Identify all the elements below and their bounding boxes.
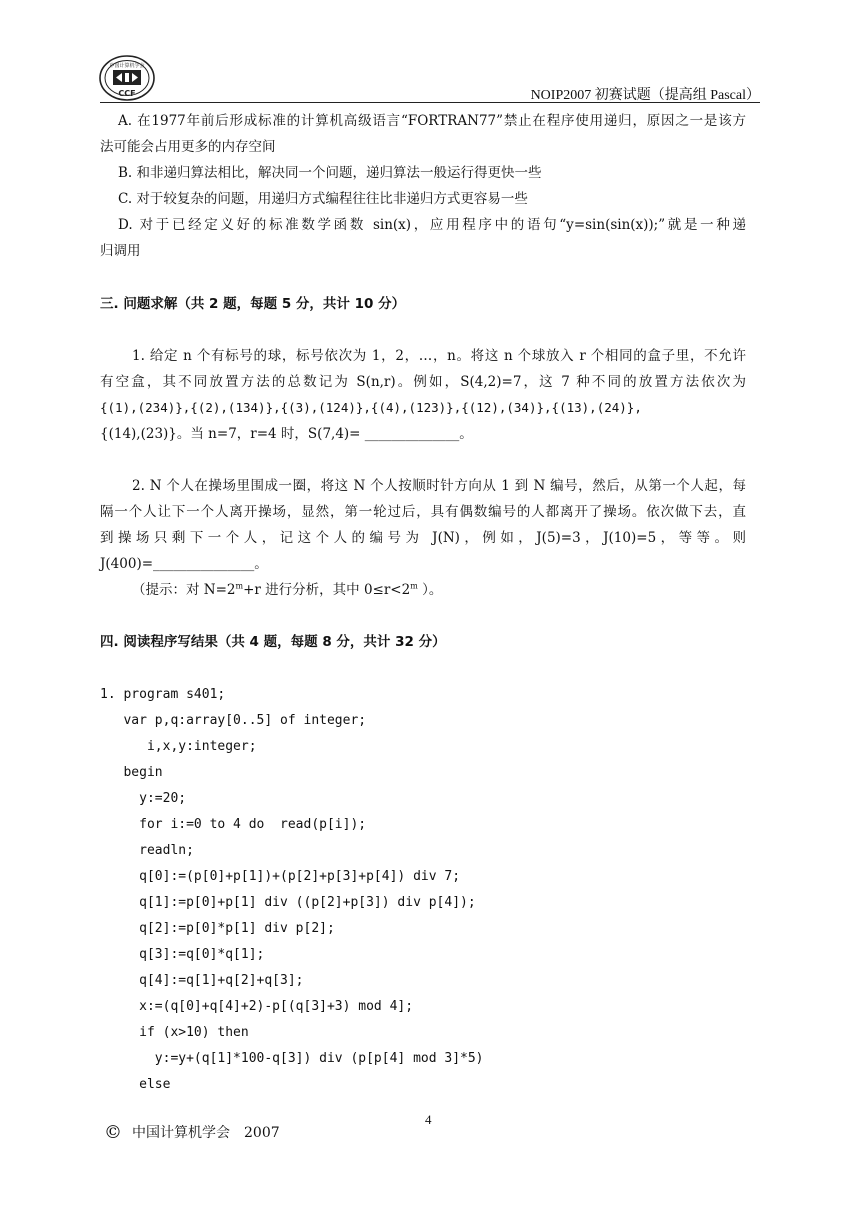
section3-heading: 三. 问题求解（共 2 题，每题 5 分，共计 10 分）	[100, 296, 406, 312]
option-c: C. 对于较复杂的问题，用递归方式编程往往比非递归方式更容易一些	[118, 191, 528, 207]
option-a-line2: 法可能会占用更多的内存空间	[100, 139, 276, 155]
header-title: NOIP2007 初赛试题（提高组 Pascal）	[530, 88, 760, 103]
code-line: q[4]:=q[1]+q[2]+q[3];	[100, 973, 304, 988]
q2-line2: 隔一个人让下一个人离开操场，显然，第一轮过后，具有偶数编号的人都离开了操场。依次做下去，直	[100, 504, 746, 520]
q1-line4: {(14),(23)}。当 n=7，r=4 时，S(7,4)= ______________。	[100, 426, 473, 442]
svg-text:CCF: CCF	[118, 89, 136, 98]
footer	[104, 1122, 280, 1143]
code-line: 1. program s401;	[100, 687, 226, 702]
ccf-logo-icon	[98, 54, 156, 102]
q2-line1: 2. N 个人在操场里围成一圈，将这 N 个人按顺时针方向从 1 到 N 编号，然后，从第一个人起，每	[132, 478, 746, 494]
q2-line4: J(400)=_______________。	[100, 556, 268, 572]
option-b: B. 和非递归算法相比，解决同一个问题，递归算法一般运行得更快一些	[118, 165, 542, 181]
hint-post: ）。	[417, 582, 443, 598]
copyright-icon: ©	[104, 1122, 122, 1143]
code-line: for i:=0 to 4 do read(p[i]);	[100, 817, 367, 832]
code-line: q[2]:=p[0]*p[1] div p[2];	[100, 921, 335, 936]
code-line: else	[100, 1077, 171, 1092]
q1-line1: 1. 给定 n 个有标号的球，标号依次为 1，2，…，n。将这 n 个球放入 r 个相同的盒子里，不允许	[132, 348, 746, 364]
option-a-line1: A. 在1977年前后形成标准的计算机高级语言“FORTRAN77”禁止在程序使用递归，原因之一是该方	[118, 113, 746, 129]
footer-org: 中国计算机学会 2007	[132, 1125, 280, 1141]
page-number: 4	[425, 1112, 432, 1127]
code-line: i,x,y:integer;	[100, 739, 257, 754]
hint-pre: （提示：对 N=2	[132, 582, 236, 598]
code-line: y:=y+(q[1]*100-q[3]) div (p[p[4] mod 3]*5)	[100, 1051, 484, 1066]
code-line: var p,q:array[0..5] of integer;	[100, 713, 367, 728]
code-line: q[0]:=(p[0]+p[1])+(p[2]+p[3]+p[4]) div 7;	[100, 869, 461, 884]
option-d-line2: 归调用	[100, 243, 141, 259]
header-rule	[100, 102, 760, 103]
hint-mid: +r 进行分析，其中 0≤r<2	[243, 582, 411, 598]
code-line: readln;	[100, 843, 194, 858]
section4-heading: 四. 阅读程序写结果（共 4 题，每题 8 分，共计 32 分）	[100, 634, 446, 650]
option-d-line1: D. 对于已经定义好的标准数学函数 sin(x)，应用程序中的语句“y=sin(sin(x));”就是一种递	[118, 217, 746, 233]
q2-hint	[132, 580, 442, 600]
hint-exponent-1: m	[235, 581, 244, 591]
q2-line3: 到操场只剩下一个人，记这个人的编号为 J(N)，例如，J(5)=3，J(10)=5，等等。则	[100, 530, 746, 546]
code-line: q[3]:=q[0]*q[1];	[100, 947, 265, 962]
code-line: y:=20;	[100, 791, 187, 806]
code-line: x:=(q[0]+q[4]+2)-p[(q[3]+3) mod 4];	[100, 999, 414, 1014]
code-line: q[1]:=p[0]+p[1] div ((p[2]+p[3]) div p[4]);	[100, 895, 476, 910]
svg-text:中国计算机学会: 中国计算机学会	[109, 63, 145, 69]
hint-exponent-2: m	[410, 581, 418, 591]
q1-line3: {(1),(234)},{(2),(134)},{(3),(124)},{(4),(123)},{(12),(34)},{(13),(24)},	[100, 400, 642, 415]
q1-line2: 有空盒，其不同放置方法的总数记为 S(n,r)。例如，S(4,2)=7，这 7 种不同的放置方法依次为	[100, 374, 746, 390]
code-line: begin	[100, 765, 163, 780]
code-line: if (x>10) then	[100, 1025, 249, 1040]
